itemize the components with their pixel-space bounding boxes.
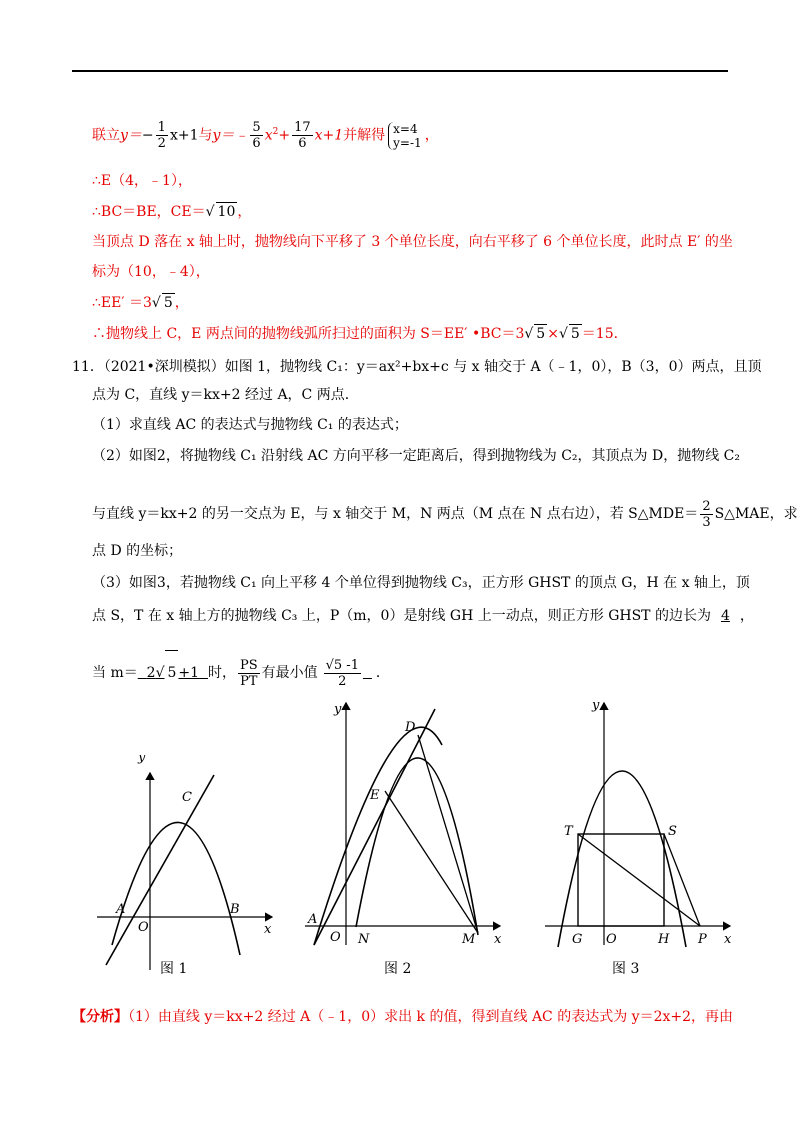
- solution-line-7: ∴抛物线上 C，E 两点间的抛物线弧所扫过的面积为 S＝EE′ •BC＝3√ 5 ×√ 5 ＝15．: [92, 326, 628, 342]
- line-ac: [314, 709, 435, 945]
- text: y＝﹣: [212, 127, 249, 144]
- question-line-9: 当 m＝ 2√ 5 +1 时， $\frac{PS}{PT}$ 有最小值 $\frac{√5 -1}{2}$ ．: [92, 650, 390, 694]
- text: x+1: [169, 127, 199, 144]
- fraction: $\frac{PS}{PT}$: [239, 657, 258, 689]
- question-line-3: （1）求直线 AC 的表达式与抛物线 C₁ 的表达式；: [92, 417, 408, 433]
- text: y＝: [120, 127, 142, 144]
- solution-brace: x=4 y=-1: [388, 122, 422, 150]
- figure-3: [540, 695, 740, 955]
- solution-line-4: 当顶点 D 落在 x 轴上时，抛物线向下平移了 3 个单位长度，向右平移了 6 个单位长度，此时点 E′ 的坐: [92, 234, 733, 250]
- x-label: x: [494, 932, 502, 947]
- y-label: y: [592, 698, 600, 713]
- question-line-7: （3）如图3，若抛物线 C₁ 向上平移 4 个单位得到抛物线 C₃，正方形 GHST 的顶点 G，H 在 x 轴上，顶: [92, 575, 750, 591]
- point-g-label: G: [572, 932, 583, 947]
- fraction: $\frac{1}{2}$: [157, 120, 166, 152]
- question-line-2: 点为 C，直线 y＝kx+2 经过 A，C 两点．: [92, 387, 359, 403]
- point-t-label: T: [564, 824, 573, 839]
- point-e-label: E: [370, 788, 380, 803]
- figure-2-caption: 图 2: [384, 961, 412, 977]
- question-line-5: 与直线 y＝kx+2 的另一交点为 E，与 x 轴交于 M，N 两点（M 点在 N 点右边），若 S△MDE＝ $\frac{2}{3}$ S△MAE，求: [92, 498, 798, 530]
- text: +: [278, 127, 291, 144]
- segment-dm: [418, 735, 478, 933]
- question-line-4: （2）如图2，将抛物线 C₁ 沿射线 AC 方向平移一定距离后，得到抛物线为 C₂，其顶点为 D，抛物线 C₂: [92, 448, 740, 464]
- exponent: 2: [272, 127, 279, 137]
- solution-line-1: [92, 112, 439, 152]
- answer-blank: $\frac{√5 -1}{2}$: [325, 657, 359, 689]
- point-s-label: S: [668, 824, 677, 839]
- question-line-6: 点 D 的坐标；: [92, 543, 183, 559]
- figure-1-caption: 图 1: [160, 961, 188, 977]
- fraction: $\frac{2}{3}$: [702, 498, 711, 530]
- minus: −: [141, 127, 154, 144]
- origin-label: O: [138, 920, 149, 935]
- text: 并解得: [343, 127, 386, 144]
- point-a-label: A: [308, 912, 318, 927]
- analysis-line: 【分析】（1）由直线 y＝kx+2 经过 A（﹣1，0）求出 k 的值，得到直线 AC 的表达式为 y＝2x+2，再由: [72, 1009, 734, 1025]
- text: x+1: [314, 127, 344, 144]
- text: 与: [198, 127, 213, 144]
- solution-line-2: ∴E（4，﹣1），: [92, 173, 192, 189]
- y-label: y: [334, 702, 342, 717]
- text: 联立: [92, 127, 120, 144]
- point-n-label: N: [358, 932, 370, 947]
- origin-label: O: [606, 932, 617, 947]
- point-c-label: C: [182, 790, 192, 805]
- text: x: [264, 127, 273, 144]
- point-b-label: B: [230, 902, 240, 917]
- parabola-c2: [356, 758, 478, 935]
- figure-1: [92, 755, 282, 975]
- question-line-1: 11．（2021•深圳模拟）如图 1，抛物线 C₁：y＝ax²+bx+c 与 x 轴交于 A（﹣1，0），B（3，0）两点，且顶: [72, 359, 762, 375]
- x-label: x: [264, 922, 272, 937]
- answer-blank: 2√ 5 +1: [138, 665, 208, 681]
- fraction: $\frac{5}{6}$: [252, 120, 261, 152]
- fraction: $\frac{17}{6}$: [294, 120, 311, 152]
- y-label: y: [138, 755, 146, 765]
- point-m-label: M: [462, 932, 476, 947]
- header-rule: [72, 70, 728, 72]
- answer-blank: 4: [720, 608, 730, 624]
- point-d-label: D: [405, 720, 416, 735]
- parabola-c3: [558, 771, 686, 947]
- x-label: x: [724, 932, 732, 947]
- solution-line-5: 标为（10，﹣4），: [92, 264, 210, 280]
- point-a-label: A: [116, 902, 126, 917]
- solution-line-6: ∴EE′ ＝3√ 5 ，: [92, 295, 189, 311]
- question-line-8: 点 S，T 在 x 轴上方的抛物线 C₃ 上，P（m，0）是射线 GH 上一动点，则正方形 GHST 的边长为 4 ，: [92, 608, 754, 624]
- solution-line-3: ∴BC＝BE，CE＝√ 10 ，: [92, 204, 252, 220]
- figure-2: [300, 695, 510, 955]
- line-ac: [106, 775, 214, 965]
- point-h-label: H: [658, 932, 670, 947]
- point-p-label: P: [698, 932, 707, 947]
- square-ghst: [578, 834, 664, 926]
- origin-label: O: [330, 930, 341, 945]
- figure-3-caption: 图 3: [612, 961, 640, 977]
- text: ，: [424, 127, 439, 144]
